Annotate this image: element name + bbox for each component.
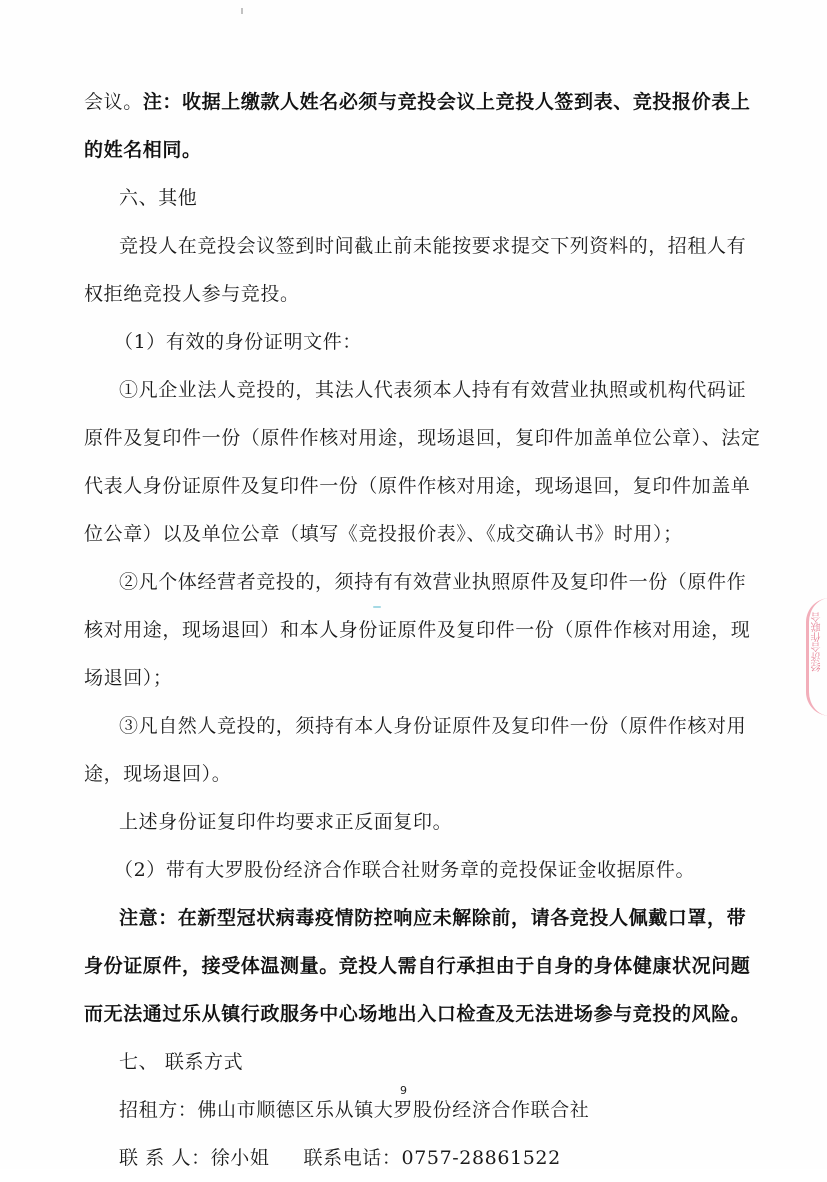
notice-line3: 而无法通过乐从镇行政服务中心场地出入口检查及无法进场参与竞投的风险。 bbox=[84, 1003, 751, 1025]
item-1a-line3: 代表人身份证原件及复印件一份（原件作核对用途，现场退回，复印件加盖单 bbox=[84, 475, 751, 497]
meeting-text: 会议。 bbox=[84, 91, 143, 113]
contact-label: 联 系 人： bbox=[119, 1147, 211, 1169]
item-1c-line2: 途，现场退回）。 bbox=[84, 763, 232, 785]
lessor-value: 佛山市顺德区乐从镇大罗股份经济合作联合社 bbox=[197, 1099, 590, 1121]
paragraph-receipt-note-line1 bbox=[84, 78, 750, 126]
page-number: 9 bbox=[400, 1084, 407, 1097]
id-copy-note: 上述身份证复印件均要求正反面复印。 bbox=[119, 811, 453, 833]
contact-line bbox=[119, 1134, 561, 1182]
seal-text: 经济合作联合 bbox=[812, 612, 823, 672]
item-1b-line2: 核对用途，现场退回）和本人身份证原件及复印件一份（原件作核对用途，现 bbox=[84, 619, 751, 641]
item-1-heading: （1）有效的身份证明文件： bbox=[114, 331, 362, 353]
section-6-heading: 六、其他 bbox=[119, 187, 198, 209]
item-1c-line1: ③凡自然人竞投的，须持有本人身份证原件及复印件一份（原件作核对用 bbox=[119, 715, 747, 737]
receipt-note-bold: 注：收据上缴款人姓名必须与竞投会议上竞投人签到表、竞投报价表上 bbox=[142, 91, 751, 113]
item-2: （2）带有大罗股份经济合作联合社财务章的竞投保证金收据原件。 bbox=[114, 859, 696, 881]
paragraph-receipt-note-line2: 的姓名相同。 bbox=[84, 139, 202, 161]
item-1a-line4: 位公章）以及单位公章（填写《竞投报价表》、《成交确认书》时用）； bbox=[84, 523, 683, 545]
notice-line2: 身份证原件，接受体温测量。竞投人需自行承担由于自身的身体健康状况问题 bbox=[84, 955, 751, 977]
paragraph-requirements-line2: 权拒绝竞投人参与竞投。 bbox=[84, 283, 300, 305]
contact-value: 徐小姐 bbox=[210, 1147, 270, 1169]
lessor-label: 招租方： bbox=[119, 1099, 198, 1121]
scan-speck bbox=[373, 606, 381, 608]
section-7-heading: 七、 联系方式 bbox=[119, 1051, 244, 1073]
phone-label: 联系电话： bbox=[303, 1147, 402, 1169]
phone-value: 0757-28861522 bbox=[401, 1147, 561, 1169]
item-1b-line1: ②凡个体经营者竞投的，须持有有效营业执照原件及复印件一份（原件作 bbox=[119, 571, 747, 593]
notice-line1: 注意：在新型冠状病毒疫情防控响应未解除前，请各竞投人佩戴口罩，带 bbox=[119, 907, 747, 929]
item-1a-line2: 原件及复印件一份（原件作核对用途，现场退回，复印件加盖单位公章）、法定 bbox=[84, 427, 761, 449]
lessor-line bbox=[119, 1086, 589, 1134]
paragraph-requirements-line1: 竞投人在竞投会议签到时间截止前未能按要求提交下列资料的，招租人有 bbox=[119, 235, 747, 257]
item-1a-line1: ①凡企业法人竞投的，其法人代表须本人持有有效营业执照或机构代码证 bbox=[119, 379, 747, 401]
item-1b-line3: 场退回）； bbox=[84, 667, 173, 689]
scan-artifact bbox=[241, 8, 243, 14]
